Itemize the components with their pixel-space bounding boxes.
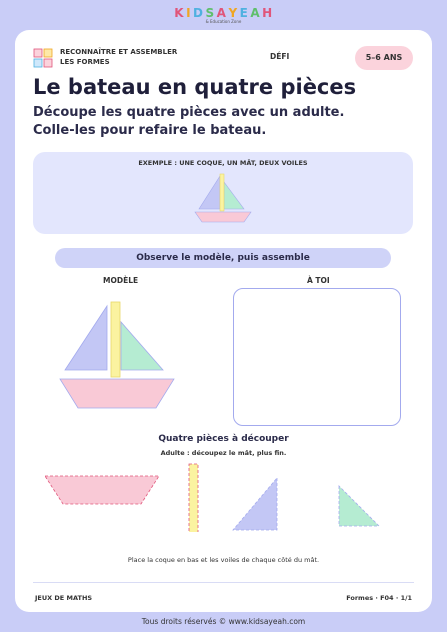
model-sail-left bbox=[65, 306, 107, 370]
model-label: MODÈLE bbox=[103, 276, 139, 285]
model-sail-right bbox=[121, 322, 163, 370]
assembly-area[interactable] bbox=[233, 288, 401, 426]
worksheet-card bbox=[15, 30, 432, 612]
instructions: Découpe les quatre pièces avec un adulte. Colle-les pour refaire le bateau. bbox=[33, 105, 345, 138]
blocks-icon bbox=[33, 48, 53, 68]
challenge-label: DÉFI bbox=[270, 52, 290, 61]
footer-right: Formes · F04 · 1/1 bbox=[346, 594, 412, 602]
example-boat bbox=[193, 168, 255, 228]
model-mast bbox=[111, 302, 120, 377]
example-mast bbox=[220, 174, 224, 211]
cutout-pieces bbox=[35, 460, 395, 532]
your-turn-label: À TOI bbox=[307, 276, 330, 285]
category-label: RECONNAÎTRE ET ASSEMBLER LES FORMES bbox=[60, 48, 178, 66]
pieces-title: Quatre pièces à découper bbox=[158, 434, 289, 444]
example-sail-left bbox=[199, 176, 220, 209]
example-label: EXEMPLE : UNE COQUE, UN MÂT, DEUX VOILES bbox=[138, 159, 308, 167]
cutout-hull[interactable] bbox=[45, 476, 159, 504]
brand-tagline: & Education Zone bbox=[205, 19, 242, 24]
cutout-mast[interactable] bbox=[189, 464, 198, 532]
footer-divider bbox=[33, 582, 414, 583]
example-panel bbox=[33, 152, 413, 234]
copyright: Tous droits réservés © www.kidsayeah.com bbox=[141, 617, 306, 626]
age-badge: 5–6 ANS bbox=[355, 46, 413, 70]
example-hull bbox=[195, 212, 251, 222]
brand-name: K I D S A Y E A H bbox=[174, 6, 273, 20]
instruction-banner: Observe le modèle, puis assemble bbox=[55, 248, 391, 268]
cutout-sail-right[interactable] bbox=[339, 486, 379, 526]
model-boat bbox=[55, 298, 205, 413]
footer-left: JEUX DE MATHS bbox=[35, 594, 93, 602]
page-title: Le bateau en quatre pièces bbox=[33, 75, 357, 99]
brand-logo bbox=[0, 6, 447, 24]
cutout-sail-left[interactable] bbox=[233, 478, 277, 530]
model-hull bbox=[60, 379, 174, 408]
placement-note: Place la coque en bas et les voiles de chaque côté du mât. bbox=[127, 556, 320, 564]
pieces-note: Adulte : découpez le mât, plus fin. bbox=[160, 449, 287, 457]
example-sail-right bbox=[224, 182, 244, 209]
